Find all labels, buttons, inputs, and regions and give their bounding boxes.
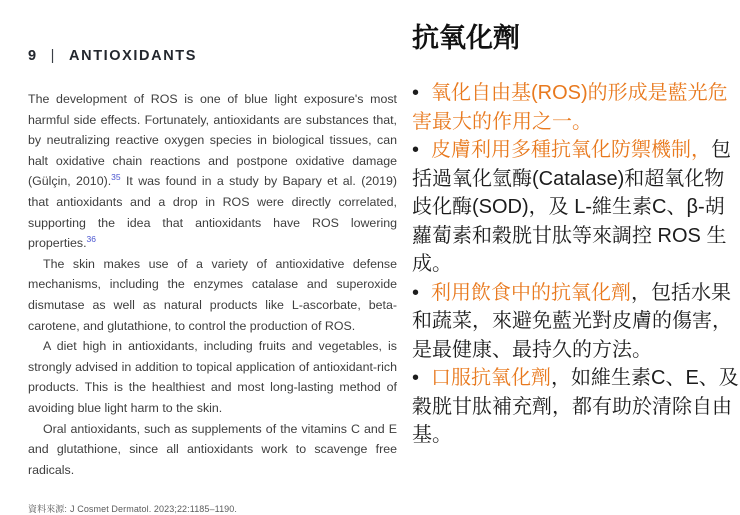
article-column: [28, 48, 397, 515]
bullet-marker: •: [412, 82, 420, 104]
reference-35[interactable]: 35: [111, 172, 121, 183]
translation-title: 抗氧化劑: [412, 23, 520, 53]
source-citation: J Cosmet Dermatol. 2023;22:1185–1190.: [70, 504, 237, 515]
section-number: 9: [28, 48, 38, 64]
paragraph-1-text: The development of ROS is one of blue light exposure's most harmful side effects. Fortunately, antioxidants are substances that, by neutralizing reactive oxygen species in biological tissues, can halt oxidative chain reactions and postpone oxidative damage (Gülçin, 2010).: [28, 92, 397, 189]
bullet-marker: •: [412, 367, 420, 389]
bullet-2-rest: 包括過氧化氫酶(Catalase)和超氧化物歧化酶(SOD)，及 L-維生素C、β-胡蘿蔔素和穀胱甘肽等來調控 ROS 生成。: [412, 139, 732, 275]
source-note: [28, 502, 397, 515]
bullet-item-1: [412, 79, 740, 136]
bullet-3-highlight: 利用飲食中的抗氧化劑: [431, 281, 632, 304]
bullet-3-rest: ，包括水果和蔬菜，來避免藍光對皮膚的傷害，是最健康、最持久的方法。: [412, 281, 732, 361]
source-label: 資料來源:: [28, 504, 68, 515]
bullet-item-2: [412, 136, 740, 279]
section-title-text: ANTIOXIDANTS: [69, 48, 197, 64]
section-title-divider: |: [50, 48, 57, 64]
bullet-4-rest: ，如維生素C、E、及穀胱甘肽補充劑，都有助於清除自由基。: [412, 367, 739, 446]
paragraph-2: The skin makes use of a variety of antioxidative defense mechanisms, including the enzymes catalase and superoxide dismutase as well as natural products like L-ascorbate, beta-carotene, and glutathione, to control the production of ROS.: [28, 256, 397, 333]
bullet-1-highlight: 氧化自由基(ROS)的形成是藍光危害最大的作用之一。: [412, 82, 728, 133]
paragraph-4: Oral antioxidants, such as supplements of the vitamins C and E and glutathione, since all antioxidants work to scavenge free radicals.: [28, 421, 397, 477]
translation-column: [412, 16, 740, 450]
bullet-2-highlight: 皮膚利用多種抗氧化防禦機制，: [431, 139, 712, 161]
bullet-marker: •: [412, 281, 420, 304]
bullet-item-3: [412, 279, 740, 365]
paragraph-3: A diet high in antioxidants, including fruits and vegetables, is strongly advised in addition to topical application of antioxidant-rich products. This is the healthiest and most long-lasting method of avoiding blue light harm to the skin.: [28, 339, 397, 415]
section-title: [28, 48, 397, 64]
paragraph-1: [28, 89, 397, 254]
bullet-item-4: [412, 364, 740, 450]
bullet-4-highlight: 口服抗氧化劑: [431, 367, 552, 389]
reference-36[interactable]: 36: [86, 234, 97, 245]
bullet-marker: •: [412, 139, 420, 161]
paragraph-1-text-cont: It was found in a study by Bapary et al. (2019) that antioxidants and a drop in ROS were directly correlated, supporting the idea that antioxidants have ROS lowering properties.: [28, 174, 398, 251]
